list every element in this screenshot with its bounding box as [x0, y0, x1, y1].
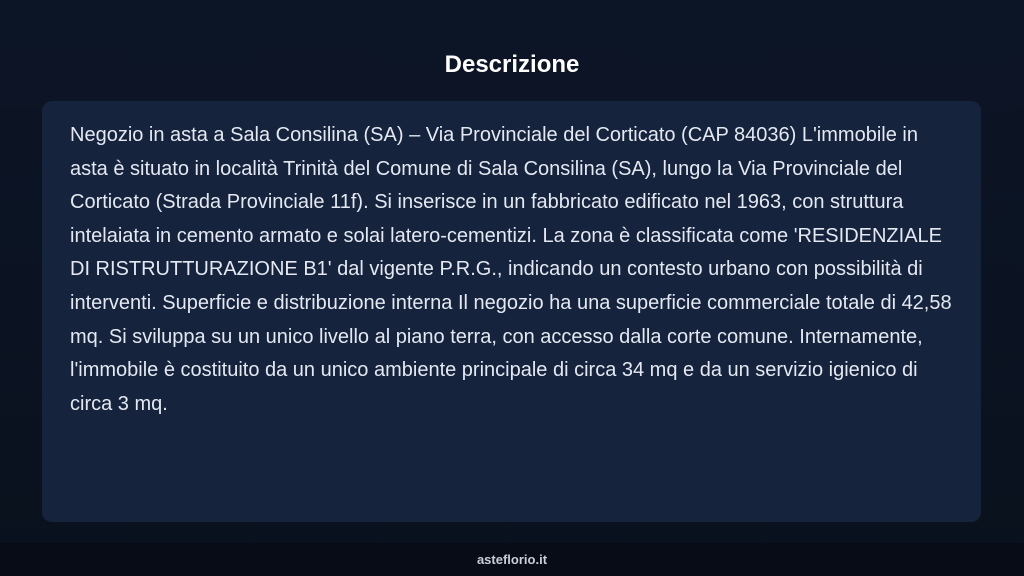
footer: [0, 543, 1024, 576]
page-title: Descrizione: [444, 51, 580, 78]
description-card: [42, 101, 981, 522]
description-text: Negozio in asta a Sala Consilina (SA) – Via Provinciale del Corticato (CAP 84036) L'immobile in asta è situato in località Trinità del Comune di Sala Consilina (SA), lungo la Via Provinciale del Corticato (Strada Provinciale 11f). Si inserisce in un fabbricato edificato nel 1963, con struttura intelaiata in cemento armato e solai latero-cementizi. La zona è classificata come 'RESIDENZIALE DI RISTRUTTURAZIONE B1' dal vigente P.R.G., indicando un contesto urbano con possibilità di interventi. Superficie e distribuzione interna Il negozio ha una superficie commerciale totale di 42,58 mq. Si sviluppa su un unico livello al piano terra, con accesso dalla corte comune. Internamente, l'immobile è costituito da un unico ambiente principale di circa 34 mq e da un servizio igienico di circa 3 mq.: [70, 124, 952, 415]
footer-site-label: asteflorio.it: [476, 552, 548, 567]
